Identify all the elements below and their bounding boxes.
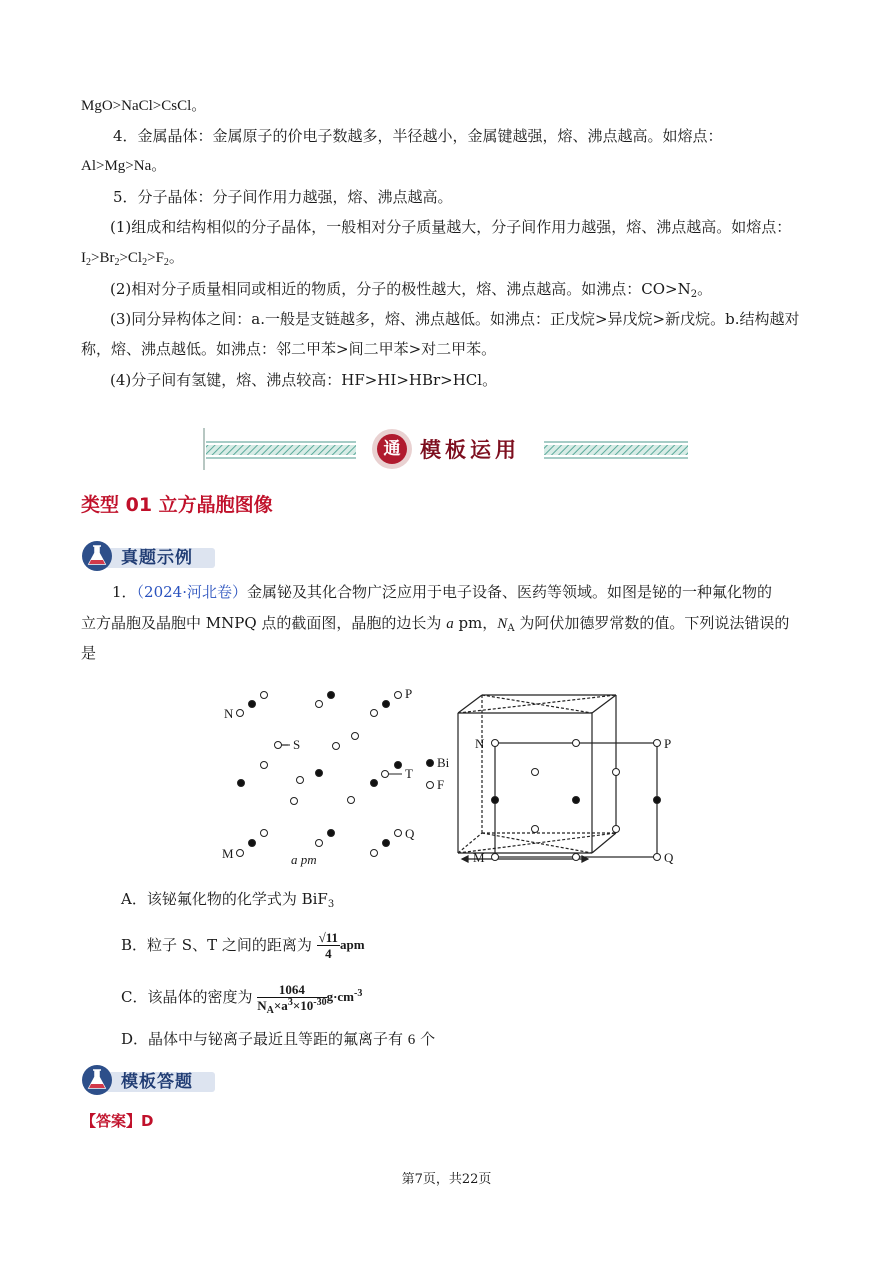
label-Q: Q xyxy=(405,826,415,841)
question-line: 是 xyxy=(81,644,97,662)
label-N: N xyxy=(224,706,234,721)
text-line: 4．金属晶体：金属原子的价电子数越多，半径越小，金属键越强，熔、沸点越高。如熔点： xyxy=(113,127,723,145)
section-label-P: P xyxy=(664,736,672,751)
section-header-title: 模板答题 xyxy=(121,1072,193,1092)
label-M: M xyxy=(222,846,234,861)
label-S: S xyxy=(293,737,301,752)
question-line: 1．（2024·河北卷）金属铋及其化合物广泛应用于电子设备、医药等领域。如图是铋的一种氟化物的 xyxy=(112,583,773,601)
text-line: Al>Mg>Na。 xyxy=(81,158,167,174)
type-title: 类型 01 立方晶胞图像 xyxy=(81,494,273,516)
banner-title: 模板运用 xyxy=(420,438,520,462)
label-T: T xyxy=(405,766,413,781)
text-line: $I_2>Br_2>Cl_2>F_2$。 xyxy=(81,250,184,268)
text-line: 称，熔、沸点越低。如沸点：邻二甲苯>间二甲苯>对二甲苯。 xyxy=(81,340,497,358)
section-atoms xyxy=(492,740,661,861)
label-P: P xyxy=(405,686,413,701)
text-line: (3)同分异构体之间：a.一般是支链越多，熔、沸点越低。如沸点：正戊烷>异戊烷>新戊烷。b.结构越对 xyxy=(110,310,800,328)
option-c: C．该晶体的密度为 $\frac{1064}{N_A\times a^3\times 10^{-30}}$ $g\cdot cm^{-3}$ xyxy=(121,981,363,1016)
question-line: 立方晶胞及晶胞中 MNPQ 点的截面图，晶胞的边长为 a pm，$N_A$ 为阿伏加德罗常数的值。下列说法错误的 xyxy=(81,614,790,634)
question-source: （2024·河北卷） xyxy=(136,583,247,601)
legend-bi: Bi xyxy=(437,755,450,770)
option-c-fraction: $\frac{1064}{N_A\times a^3\times 10^{-30}}$ xyxy=(257,981,327,1016)
section-label-M: M xyxy=(473,850,485,865)
answer: 【答案】D xyxy=(81,1112,154,1130)
page-footer: 第7页，共22页 xyxy=(401,1172,492,1187)
section-header-title: 真题示例 xyxy=(121,548,193,568)
crystal-figure xyxy=(218,683,683,873)
text-line: 5．分子晶体：分子间作用力越强，熔、沸点越高。 xyxy=(113,188,453,206)
text-line: (2)相对分子质量相同或相近的物质，分子的极性越大，熔、沸点越高。如沸点：$CO>N_2$。 xyxy=(110,280,713,300)
section-label-N: N xyxy=(475,736,485,751)
legend-f: F xyxy=(437,777,445,792)
label-edge: a pm xyxy=(291,852,317,867)
option-b-fraction: $\frac{√11}{4}$ xyxy=(318,929,339,961)
section-label-Q: Q xyxy=(664,850,674,865)
text-line: (4)分子间有氢键，熔、沸点较高：HF>HI>HBr>HCl。 xyxy=(110,371,498,389)
text-line: MgO>NaCl>CsCl。 xyxy=(81,98,207,114)
banner-badge: 通 xyxy=(383,439,401,459)
option-b: B．粒子 S、T 之间的距离为 $\frac{√11}{4}$ apm xyxy=(121,929,365,961)
text-line: (1)组成和结构相似的分子晶体，一般相对分子质量越大，分子间作用力越强，熔、沸点越高。如熔点： xyxy=(110,218,792,236)
option-d: D．晶体中与铋离子最近且等距的氟离子有 6 个 xyxy=(121,1030,436,1048)
atoms xyxy=(237,692,402,857)
option-a: A．该铋氟化物的化学式为 BiF$_3$ xyxy=(121,890,335,910)
